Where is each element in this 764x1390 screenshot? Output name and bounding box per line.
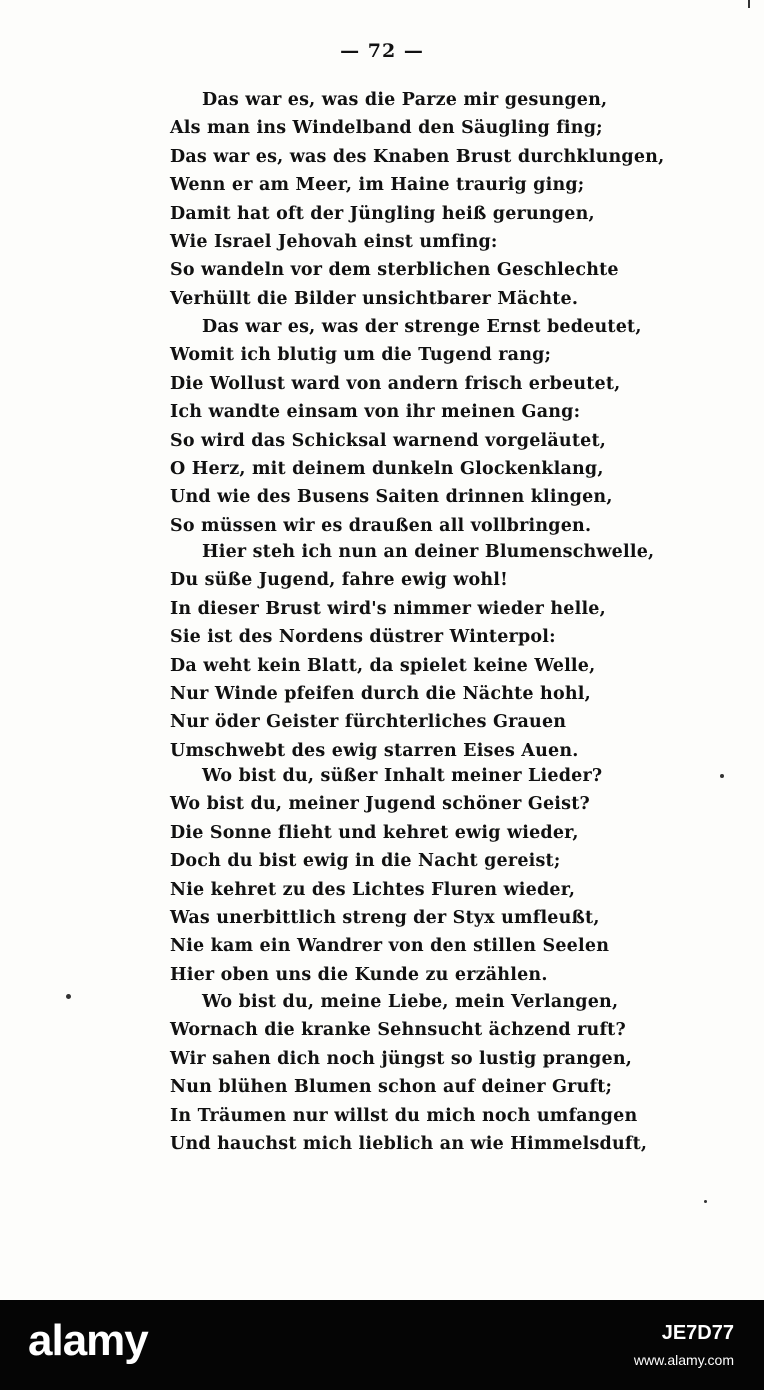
verse-line: So wird das Schicksal warnend vorgeläutet, xyxy=(170,430,607,451)
verse-line: Das war es, was des Knaben Brust durchklungen, xyxy=(170,146,665,167)
verse-line: Da weht kein Blatt, da spielet keine Welle, xyxy=(170,655,596,676)
verse-line: Wornach die kranke Sehnsucht ächzend ruft? xyxy=(170,1020,626,1041)
verse-line: Die Wollust ward von andern frisch erbeutet, xyxy=(170,373,621,394)
verse-line: O Herz, mit deinem dunkeln Glockenklang, xyxy=(170,458,604,479)
verse-line: Die Sonne flieht und kehret ewig wieder, xyxy=(170,822,579,843)
verse-line: Wir sahen dich noch jüngst so lustig prangen, xyxy=(170,1048,633,1069)
stanza-5 xyxy=(170,988,648,1158)
verse-line: Damit hat oft der Jüngling heiß gerungen, xyxy=(170,203,595,224)
verse-line: Als man ins Windelband den Säugling fing; xyxy=(170,118,603,139)
stanza-1 xyxy=(170,86,665,313)
verse-line: Hier steh ich nun an deiner Blumenschwelle, xyxy=(202,542,655,562)
verse-line: Und hauchst mich lieblich an wie Himmelsduft, xyxy=(170,1133,648,1154)
verse-line: Du süße Jugend, fahre ewig wohl! xyxy=(170,570,509,591)
verse-line: So müssen wir es draußen all vollbringen. xyxy=(170,515,592,536)
verse-line: Doch du bist ewig in die Nacht gereist; xyxy=(170,851,561,872)
verse-line: Ich wandte einsam von ihr meinen Gang: xyxy=(170,402,581,423)
image-id: JE7D77 xyxy=(661,1322,734,1344)
verse-line: Wo bist du, meiner Jugend schöner Geist? xyxy=(170,794,590,815)
verse-line: In Träumen nur willst du mich noch umfangen xyxy=(170,1105,638,1126)
verse-line: Wenn er am Meer, im Haine traurig ging; xyxy=(170,175,585,196)
page-number: — 72 — xyxy=(340,40,424,62)
verse-line: In dieser Brust wird's nimmer wieder helle, xyxy=(170,598,606,619)
verse-line: Nun blühen Blumen schon auf deiner Gruft; xyxy=(170,1077,613,1098)
verse-line: Womit ich blutig um die Tugend rang; xyxy=(170,345,552,366)
verse-line: Was unerbittlich streng der Styx umfleußt, xyxy=(170,907,600,928)
verse-line: Nie kam ein Wandrer von den stillen Seelen xyxy=(170,936,610,957)
verse-line: Hier oben uns die Kunde zu erzählen. xyxy=(170,964,548,985)
scan-speck xyxy=(66,994,71,999)
scan-edge-mark xyxy=(748,0,750,8)
alamy-logo: alamy xyxy=(28,1316,148,1365)
verse-line: Umschwebt des ewig starren Eises Auen. xyxy=(170,740,579,761)
stanza-2 xyxy=(170,313,640,540)
verse-line: Nie kehret zu des Lichtes Fluren wieder, xyxy=(170,879,576,900)
site-url: www.alamy.com xyxy=(633,1352,734,1368)
verse-line: So wandeln vor dem sterblichen Geschlechte xyxy=(170,260,619,281)
verse-line: Wo bist du, meine Liebe, mein Verlangen, xyxy=(202,992,619,1012)
watermark-footer xyxy=(0,1300,764,1390)
verse-line: Wie Israel Jehovah einst umfing: xyxy=(170,231,498,252)
verse-line: Das war es, was die Parze mir gesungen, xyxy=(202,90,608,110)
stanza-3 xyxy=(170,538,655,765)
scan-speck xyxy=(704,1200,707,1203)
verse-line: Nur Winde pfeifen durch die Nächte hohl, xyxy=(170,683,591,704)
verse-line: Verhüllt die Bilder unsichtbarer Mächte. xyxy=(170,288,579,309)
scan-speck xyxy=(720,774,724,778)
verse-line: Sie ist des Nordens düstrer Winterpol: xyxy=(170,627,556,648)
stanza-4 xyxy=(170,762,640,989)
verse-line: Das war es, was der strenge Ernst bedeutet, xyxy=(202,317,642,337)
verse-line: Und wie des Busens Saiten drinnen klingen, xyxy=(170,487,613,508)
verse-line: Nur öder Geister fürchterliches Grauen xyxy=(170,712,567,733)
verse-line: Wo bist du, süßer Inhalt meiner Lieder? xyxy=(202,766,603,786)
